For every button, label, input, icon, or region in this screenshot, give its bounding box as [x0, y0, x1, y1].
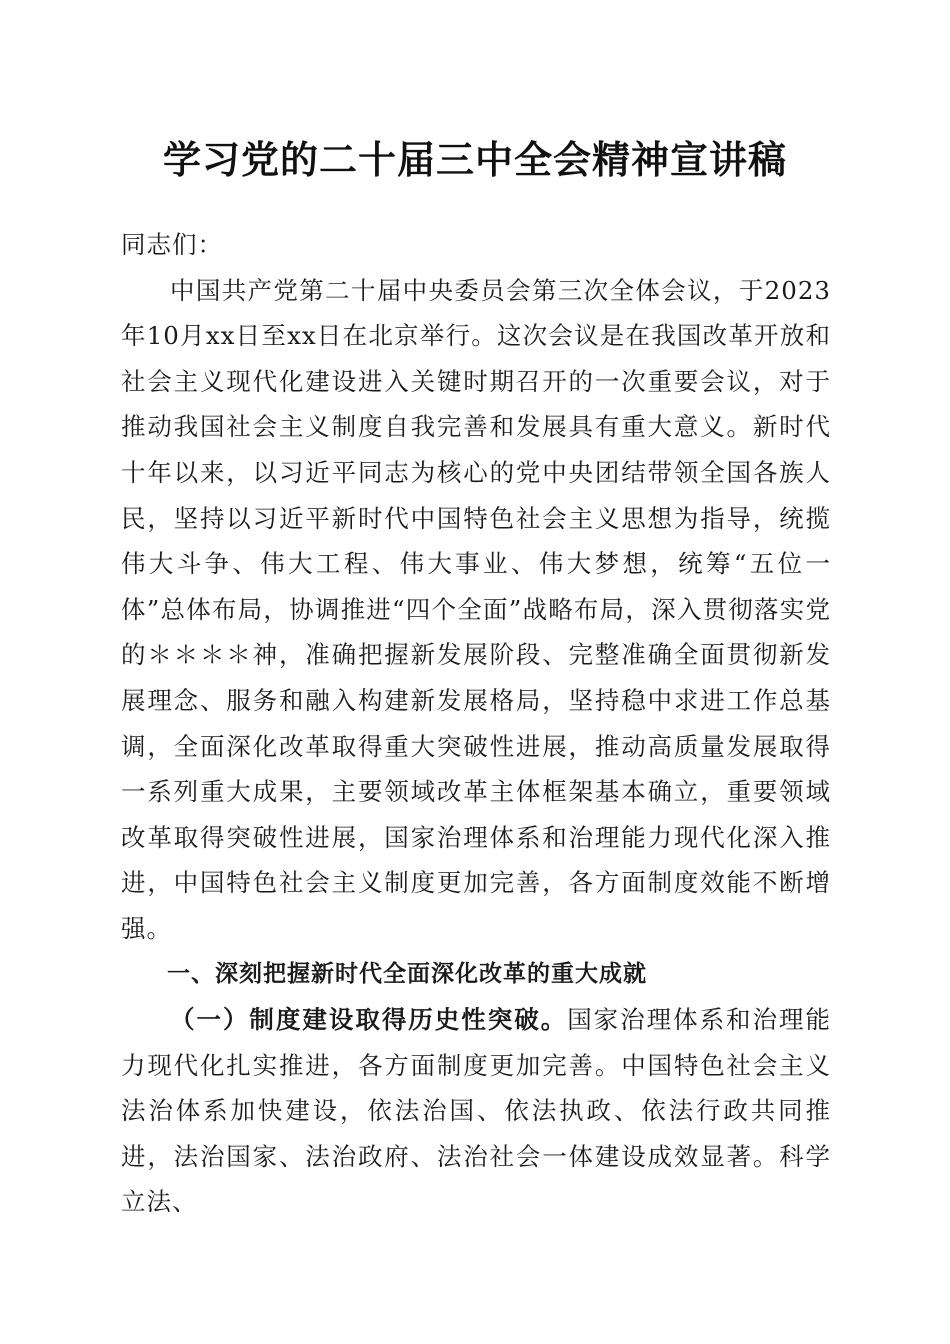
section-heading-1: 一、深刻把握新时代全面深化改革的重大成就	[167, 960, 647, 987]
subsection-text-1: 国家治理体系和治理能力现代化扎实推进，各方面制度更加完善。中国特色社会主义法治体系加快建设，依法治国、依法执政、依法行政共同推进，法治国家、法治政府、法治社会一体建设成效显著。科学立法、	[121, 1005, 831, 1217]
salutation: 同志们：	[121, 230, 223, 259]
document-title: 学习党的二十届三中全会精神宣讲稿	[162, 137, 787, 182]
subsection-heading-1: （一）制度建设取得历史性突破。	[170, 1005, 568, 1035]
subsection-paragraph-1	[121, 997, 831, 1225]
intro-paragraph: 中国共产党第二十届中央委员会第三次全体会议，于2023年10月xx日至xx日在北京举行。这次会议是在我国改革开放和社会主义现代化建设进入关键时期召开的一次重要会议，对于推动我国社会主义制度自我完善和发展具有重大意义。新时代十年以来，以习近平同志为核心的党中央团结带领全国各族人民，坚持以习近平新时代中国特色社会主义思想为指导，统揽伟大斗争、伟大工程、伟大事业、伟大梦想，统筹“五位一体”总体布局，协调推进“四个全面”战略布局，深入贯彻落实党的＊＊＊＊神，准确把握新发展阶段、完整准确全面贯彻新发展理念、服务和融入构建新发展格局，坚持稳中求进工作总基调，全面深化改革取得重大突破性进展，推动高质量发展取得一系列重大成果，主要领域改革主体框架基本确立，重要领域改革取得突破性进展，国家治理体系和治理能力现代化深入推进，中国特色社会主义制度更加完善，各方面制度效能不断增强。	[121, 275, 831, 943]
document-body	[121, 222, 831, 1225]
